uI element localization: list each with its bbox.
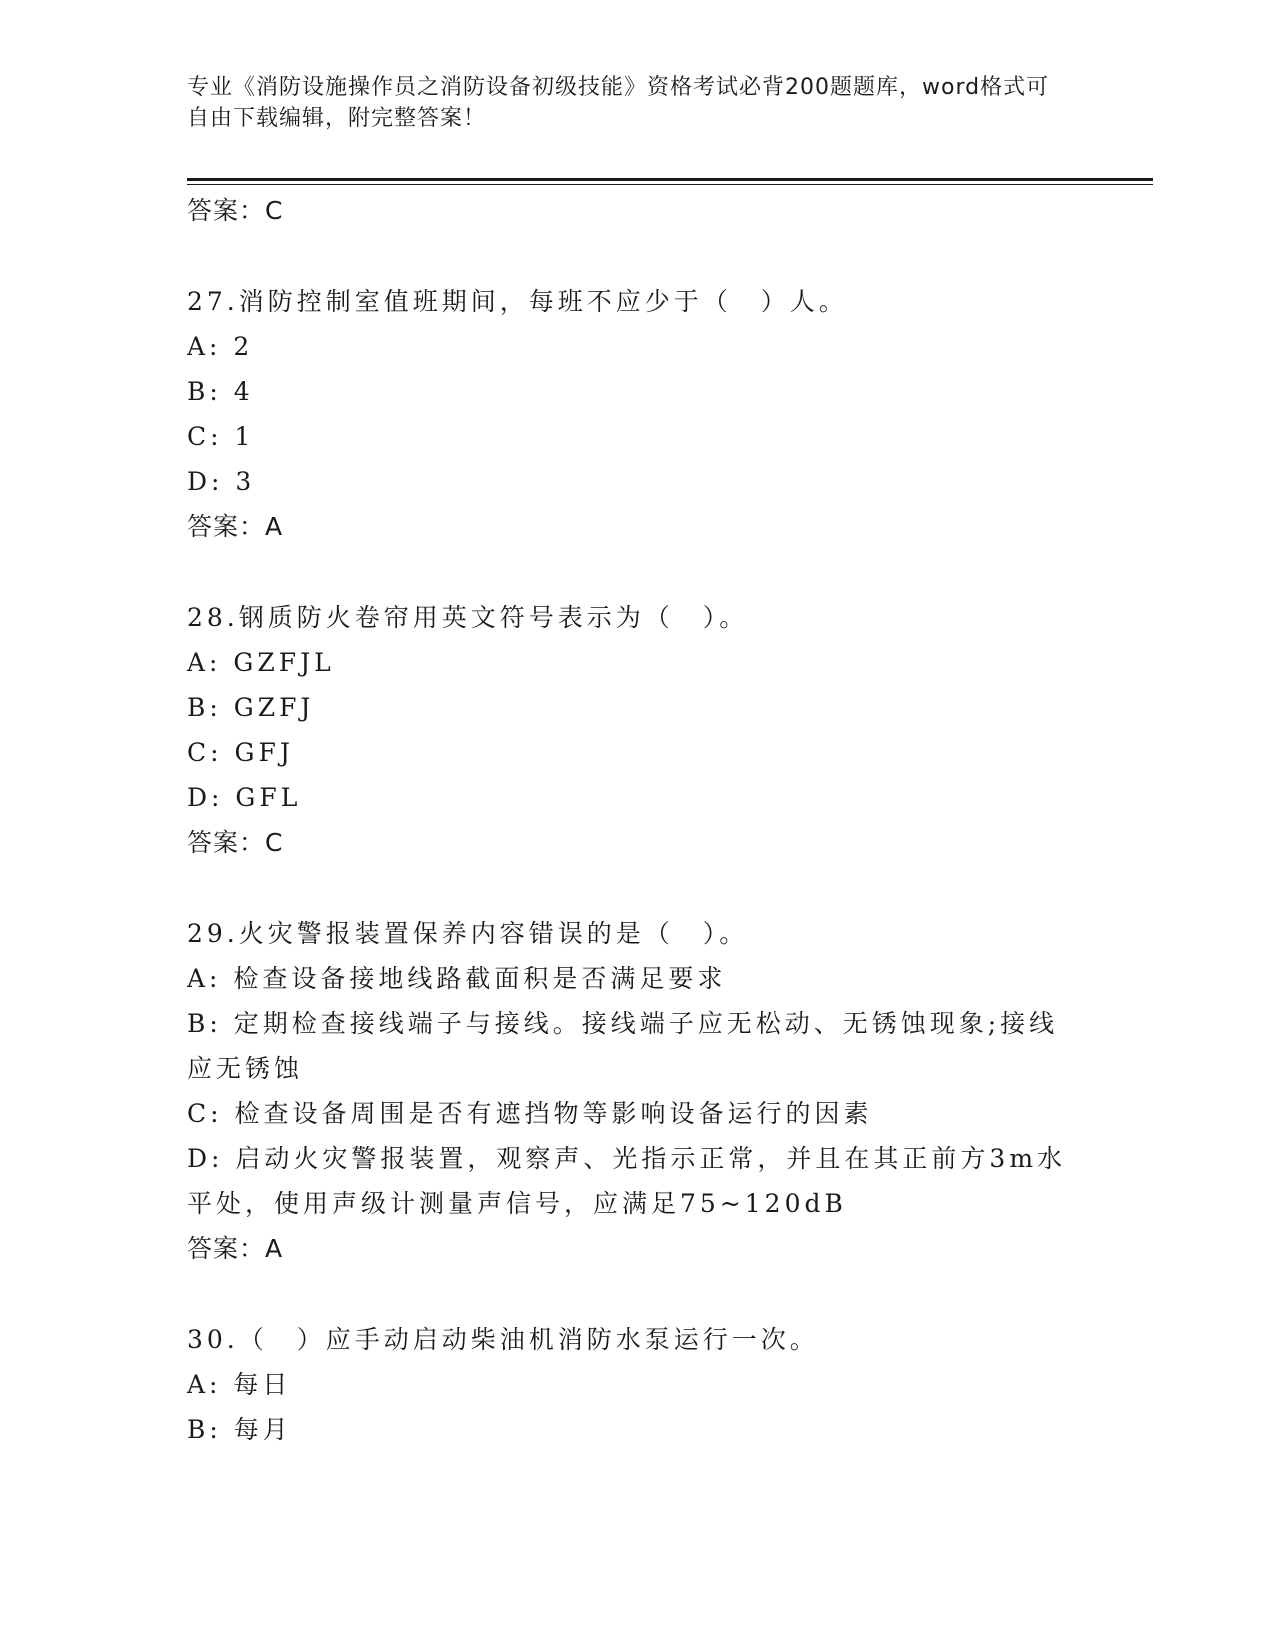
- question-stem: 27.消防控制室值班期间，每班不应少于（ ）人。: [187, 287, 848, 316]
- question-block: [187, 279, 1067, 549]
- option-d: D: GFL: [187, 783, 302, 812]
- question-block: [187, 1317, 1067, 1452]
- option-d: D: 3: [187, 467, 256, 496]
- option-b: B: 每月: [187, 1415, 292, 1444]
- option-a: A: GZFJL: [187, 648, 335, 677]
- option-b: B: 定期检查接线端子与接线。接线端子应无松动、无锈蚀现象;接线应无锈蚀: [187, 1009, 1059, 1083]
- option-c: C: 1: [187, 422, 255, 451]
- header-rule-thin: [187, 184, 1153, 185]
- header-rule-thick: [187, 178, 1153, 181]
- question-stem: 29.火灾警报装置保养内容错误的是（ ）。: [187, 919, 749, 948]
- spacer: [187, 549, 1067, 595]
- answer-line: 答案：C: [187, 828, 284, 857]
- answer-line: 答案：A: [187, 1234, 284, 1263]
- question-stem: 28.钢质防火卷帘用英文符号表示为（ ）。: [187, 603, 749, 632]
- option-b: B: 4: [187, 377, 254, 406]
- option-b: B: GZFJ: [187, 693, 315, 722]
- question-block: [187, 911, 1067, 1271]
- option-a: A: 2: [187, 332, 254, 361]
- option-c: C: GFJ: [187, 738, 294, 767]
- answer-line: 答案：C: [187, 196, 284, 225]
- option-a: A: 每日: [187, 1370, 292, 1399]
- option-d: D: 启动火灾警报装置，观察声、光指示正常，并且在其正前方3m水平处，使用声级计测量声信号，应满足75~120dB: [187, 1144, 1067, 1218]
- option-a: A: 检查设备接地线路截面积是否满足要求: [187, 964, 727, 993]
- document-header: 专业《消防设施操作员之消防设备初级技能》资格考试必背200题题库，word格式可自由下载编辑，附完整答案！: [187, 75, 1050, 131]
- spacer: [187, 865, 1067, 911]
- answer-line: 答案：A: [187, 512, 284, 541]
- option-c: C: 检查设备周围是否有遮挡物等影响设备运行的因素: [187, 1099, 873, 1128]
- question-list: [187, 188, 1067, 1452]
- question-block: [187, 595, 1067, 865]
- question-stem: 30.（ ）应手动启动柴油机消防水泵运行一次。: [187, 1325, 819, 1354]
- spacer: [187, 233, 1067, 279]
- spacer: [187, 1271, 1067, 1317]
